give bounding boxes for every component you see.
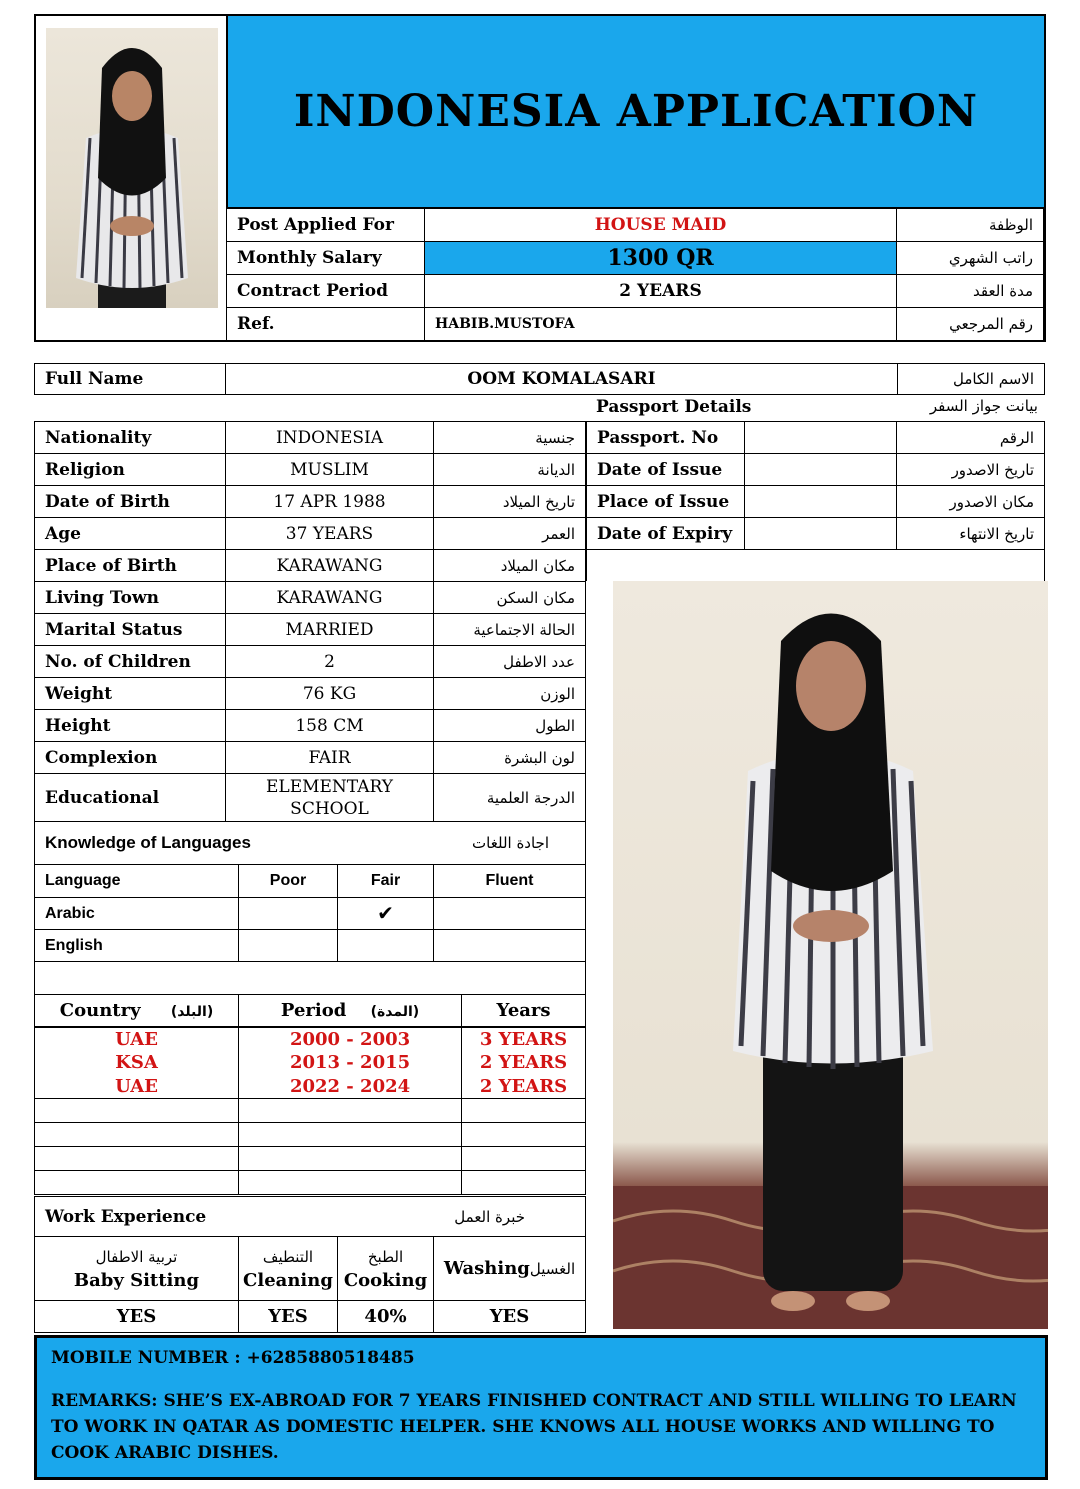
exp-country: KSA	[35, 1051, 239, 1075]
expiry-date-label: Date of Expiry	[587, 518, 745, 550]
passport-table	[586, 421, 1045, 550]
passport-title-ar: بيانت جواز السفر	[929, 397, 1038, 415]
living-town-value: KARAWANG	[226, 582, 434, 614]
dob-value: 17 APR 1988	[226, 486, 434, 518]
english-label: English	[35, 930, 239, 962]
washing-header	[434, 1237, 586, 1301]
exp-country: UAE	[35, 1075, 239, 1099]
footer-remarks-box	[34, 1335, 1048, 1480]
page-title: INDONESIA APPLICATION	[293, 86, 979, 137]
complexion-label: Complexion	[35, 742, 226, 774]
passport-no-label-ar: الرقم	[897, 422, 1045, 454]
weight-value: 76 KG	[226, 678, 434, 710]
passport-title: Passport Details	[596, 397, 752, 417]
washing-ar: الغسيل	[529, 1260, 576, 1278]
work-title-ar: خبرة العمل	[345, 1197, 586, 1237]
age-value: 37 YEARS	[226, 518, 434, 550]
title-panel	[226, 16, 1044, 208]
passport-no-label: Passport. No	[587, 422, 745, 454]
contract-label-ar: مدة العقد	[897, 275, 1044, 308]
passport-table-bottom-line	[586, 549, 587, 581]
table-row	[35, 614, 586, 646]
table-row	[587, 486, 1045, 518]
birthplace-label: Place of Birth	[35, 550, 226, 582]
dob-label-ar: تاريخ الميلاد	[434, 486, 586, 518]
arabic-poor	[239, 898, 338, 930]
applicant-photo-large	[613, 581, 1048, 1329]
job-info-table	[226, 208, 1044, 341]
children-value: 2	[226, 646, 434, 678]
english-fluent	[434, 930, 586, 962]
table-row	[35, 1099, 586, 1123]
english-poor	[239, 930, 338, 962]
washing-value: YES	[434, 1301, 586, 1333]
birthplace-value: KARAWANG	[226, 550, 434, 582]
table-row	[587, 454, 1045, 486]
person-figure-icon	[613, 581, 1048, 1329]
arabic-label: Arabic	[35, 898, 239, 930]
personal-table	[34, 421, 586, 822]
full-name-value: OOM KOMALASARI	[226, 364, 898, 395]
ref-label: Ref.	[227, 308, 425, 341]
issue-place-value	[745, 486, 897, 518]
table-row	[35, 865, 586, 898]
cleaning-ar: التنطيف	[262, 1247, 314, 1266]
country-header	[35, 995, 239, 1027]
cooking-value: 40%	[338, 1301, 434, 1333]
table-row	[35, 582, 586, 614]
period-header	[239, 995, 462, 1027]
baby-sitting-header	[35, 1237, 239, 1301]
table-row	[35, 710, 586, 742]
table-row	[35, 930, 586, 962]
issue-date-label: Date of Issue	[587, 454, 745, 486]
ref-label-ar: رقم المرجعي	[897, 308, 1044, 341]
marital-label-ar: الحالة الاجتماعية	[434, 614, 586, 646]
table-row	[35, 995, 586, 1027]
complexion-value: FAIR	[226, 742, 434, 774]
full-name-table	[34, 363, 1045, 395]
country-header-ar: (البلد)	[170, 1003, 214, 1020]
ref-row	[227, 308, 1044, 341]
washing-label: Washing	[443, 1258, 530, 1279]
table-row	[35, 454, 586, 486]
issue-date-value	[745, 454, 897, 486]
table-row	[35, 1123, 586, 1147]
fair-header: Fair	[338, 865, 434, 898]
english-fair	[338, 930, 434, 962]
languages-table	[34, 864, 586, 995]
full-name-label: Full Name	[35, 364, 226, 395]
nationality-value: INDONESIA	[226, 422, 434, 454]
salary-value: 1300 QR	[425, 242, 897, 275]
baby-sitting-value: YES	[35, 1301, 239, 1333]
religion-label: Religion	[35, 454, 226, 486]
nationality-label-ar: جنسية	[434, 422, 586, 454]
table-row	[35, 774, 586, 822]
religion-value: MUSLIM	[226, 454, 434, 486]
education-value: ELEMENTARY SCHOOL	[226, 774, 434, 822]
languages-title: Knowledge of Languages	[35, 822, 392, 865]
person-figure-icon	[46, 28, 218, 308]
skills-table	[34, 1236, 586, 1333]
post-label: Post Applied For	[227, 209, 425, 242]
post-label-ar: الوظفة	[897, 209, 1044, 242]
cleaning-label: Cleaning	[243, 1269, 333, 1291]
exp-years: 2 YEARS	[462, 1051, 586, 1075]
work-title: Work Experience	[35, 1197, 345, 1237]
table-row	[35, 1171, 586, 1195]
cooking-ar: الطبخ	[367, 1247, 404, 1266]
salary-row	[227, 242, 1044, 275]
complexion-label-ar: لون البشرة	[434, 742, 586, 774]
baby-sitting-ar: تربية الاطفال	[95, 1247, 178, 1266]
cooking-label: Cooking	[343, 1269, 428, 1291]
language-header: Language	[35, 865, 239, 898]
mobile-number: MOBILE NUMBER : +6285880518485	[51, 1348, 415, 1368]
living-town-label-ar: مكان السكن	[434, 582, 586, 614]
weight-label: Weight	[35, 678, 226, 710]
work-title-table	[34, 1196, 586, 1237]
country-header-label: Country	[59, 999, 141, 1021]
baby-sitting-label: Baby Sitting	[73, 1269, 200, 1291]
table-row	[35, 898, 586, 930]
cleaning-header	[239, 1237, 338, 1301]
children-label-ar: عدد الاطفل	[434, 646, 586, 678]
birthplace-label-ar: مكان الميلاد	[434, 550, 586, 582]
cooking-header	[338, 1237, 434, 1301]
period-header-ar: (المدة)	[370, 1003, 420, 1020]
table-row	[35, 742, 586, 774]
contract-value: 2 YEARS	[425, 275, 897, 308]
table-row	[35, 1027, 586, 1051]
passport-table-right-line	[1044, 549, 1045, 581]
fluent-header: Fluent	[434, 865, 586, 898]
table-row	[35, 518, 586, 550]
marital-value: MARRIED	[226, 614, 434, 646]
children-label: No. of Children	[35, 646, 226, 678]
table-row	[35, 1051, 586, 1075]
living-town-label: Living Town	[35, 582, 226, 614]
remarks-text: REMARKS: SHE’S EX-ABROAD FOR 7 YEARS FINISHED CONTRACT AND STILL WILLING TO LEARN TO WORK IN QATAR AS DOMESTIC HELPER. SHE KNOWS ALL HOUSE WORKS AND WILLING TO COOK ARABIC DISHES.	[51, 1391, 1017, 1463]
expiry-date-label-ar: تاريخ الانتهاء	[897, 518, 1045, 550]
ref-value: HABIB.MUSTOFA	[425, 308, 897, 341]
height-label-ar: الطول	[434, 710, 586, 742]
spacer-row	[35, 962, 586, 995]
table-row	[35, 422, 586, 454]
contract-label: Contract Period	[227, 275, 425, 308]
skills-value-row	[35, 1301, 586, 1333]
passport-no-value	[745, 422, 897, 454]
languages-title-ar: اجادة اللغات	[391, 822, 585, 865]
table-row	[35, 646, 586, 678]
table-row	[35, 1075, 586, 1099]
skills-header-row	[35, 1237, 586, 1301]
weight-label-ar: الوزن	[434, 678, 586, 710]
cleaning-value: YES	[239, 1301, 338, 1333]
religion-label-ar: الديانة	[434, 454, 586, 486]
exp-period: 2013 - 2015	[239, 1051, 462, 1075]
salary-label-ar: راتب الشهري	[897, 242, 1044, 275]
full-name-label-ar: الاسم الكامل	[898, 364, 1045, 395]
nationality-label: Nationality	[35, 422, 226, 454]
post-value: HOUSE MAID	[425, 209, 897, 242]
issue-place-label: Place of Issue	[587, 486, 745, 518]
contract-row	[227, 275, 1044, 308]
issue-date-label-ar: تاريخ الاصدور	[897, 454, 1045, 486]
languages-title-table	[34, 821, 586, 865]
marital-label: Marital Status	[35, 614, 226, 646]
arabic-fair-check-icon: ✔	[338, 898, 434, 930]
issue-place-label-ar: مكان الاصدور	[897, 486, 1045, 518]
age-label-ar: العمر	[434, 518, 586, 550]
table-row	[35, 550, 586, 582]
years-header: Years	[462, 995, 586, 1027]
exp-years: 3 YEARS	[462, 1027, 586, 1051]
table-row	[35, 678, 586, 710]
period-header-label: Period	[280, 999, 347, 1021]
table-row	[587, 518, 1045, 550]
education-label-ar: الدرجة العلمية	[434, 774, 586, 822]
post-row	[227, 209, 1044, 242]
education-label: Educational	[35, 774, 226, 822]
applicant-photo-small	[46, 28, 218, 308]
experience-table	[34, 994, 586, 1195]
salary-label: Monthly Salary	[227, 242, 425, 275]
table-row	[35, 486, 586, 518]
height-value: 158 CM	[226, 710, 434, 742]
exp-country: UAE	[35, 1027, 239, 1051]
expiry-date-value	[745, 518, 897, 550]
table-row	[35, 1147, 586, 1171]
exp-period: 2000 - 2003	[239, 1027, 462, 1051]
height-label: Height	[35, 710, 226, 742]
age-label: Age	[35, 518, 226, 550]
poor-header: Poor	[239, 865, 338, 898]
arabic-fluent	[434, 898, 586, 930]
dob-label: Date of Birth	[35, 486, 226, 518]
exp-period: 2022 - 2024	[239, 1075, 462, 1099]
exp-years: 2 YEARS	[462, 1075, 586, 1099]
table-row	[587, 422, 1045, 454]
